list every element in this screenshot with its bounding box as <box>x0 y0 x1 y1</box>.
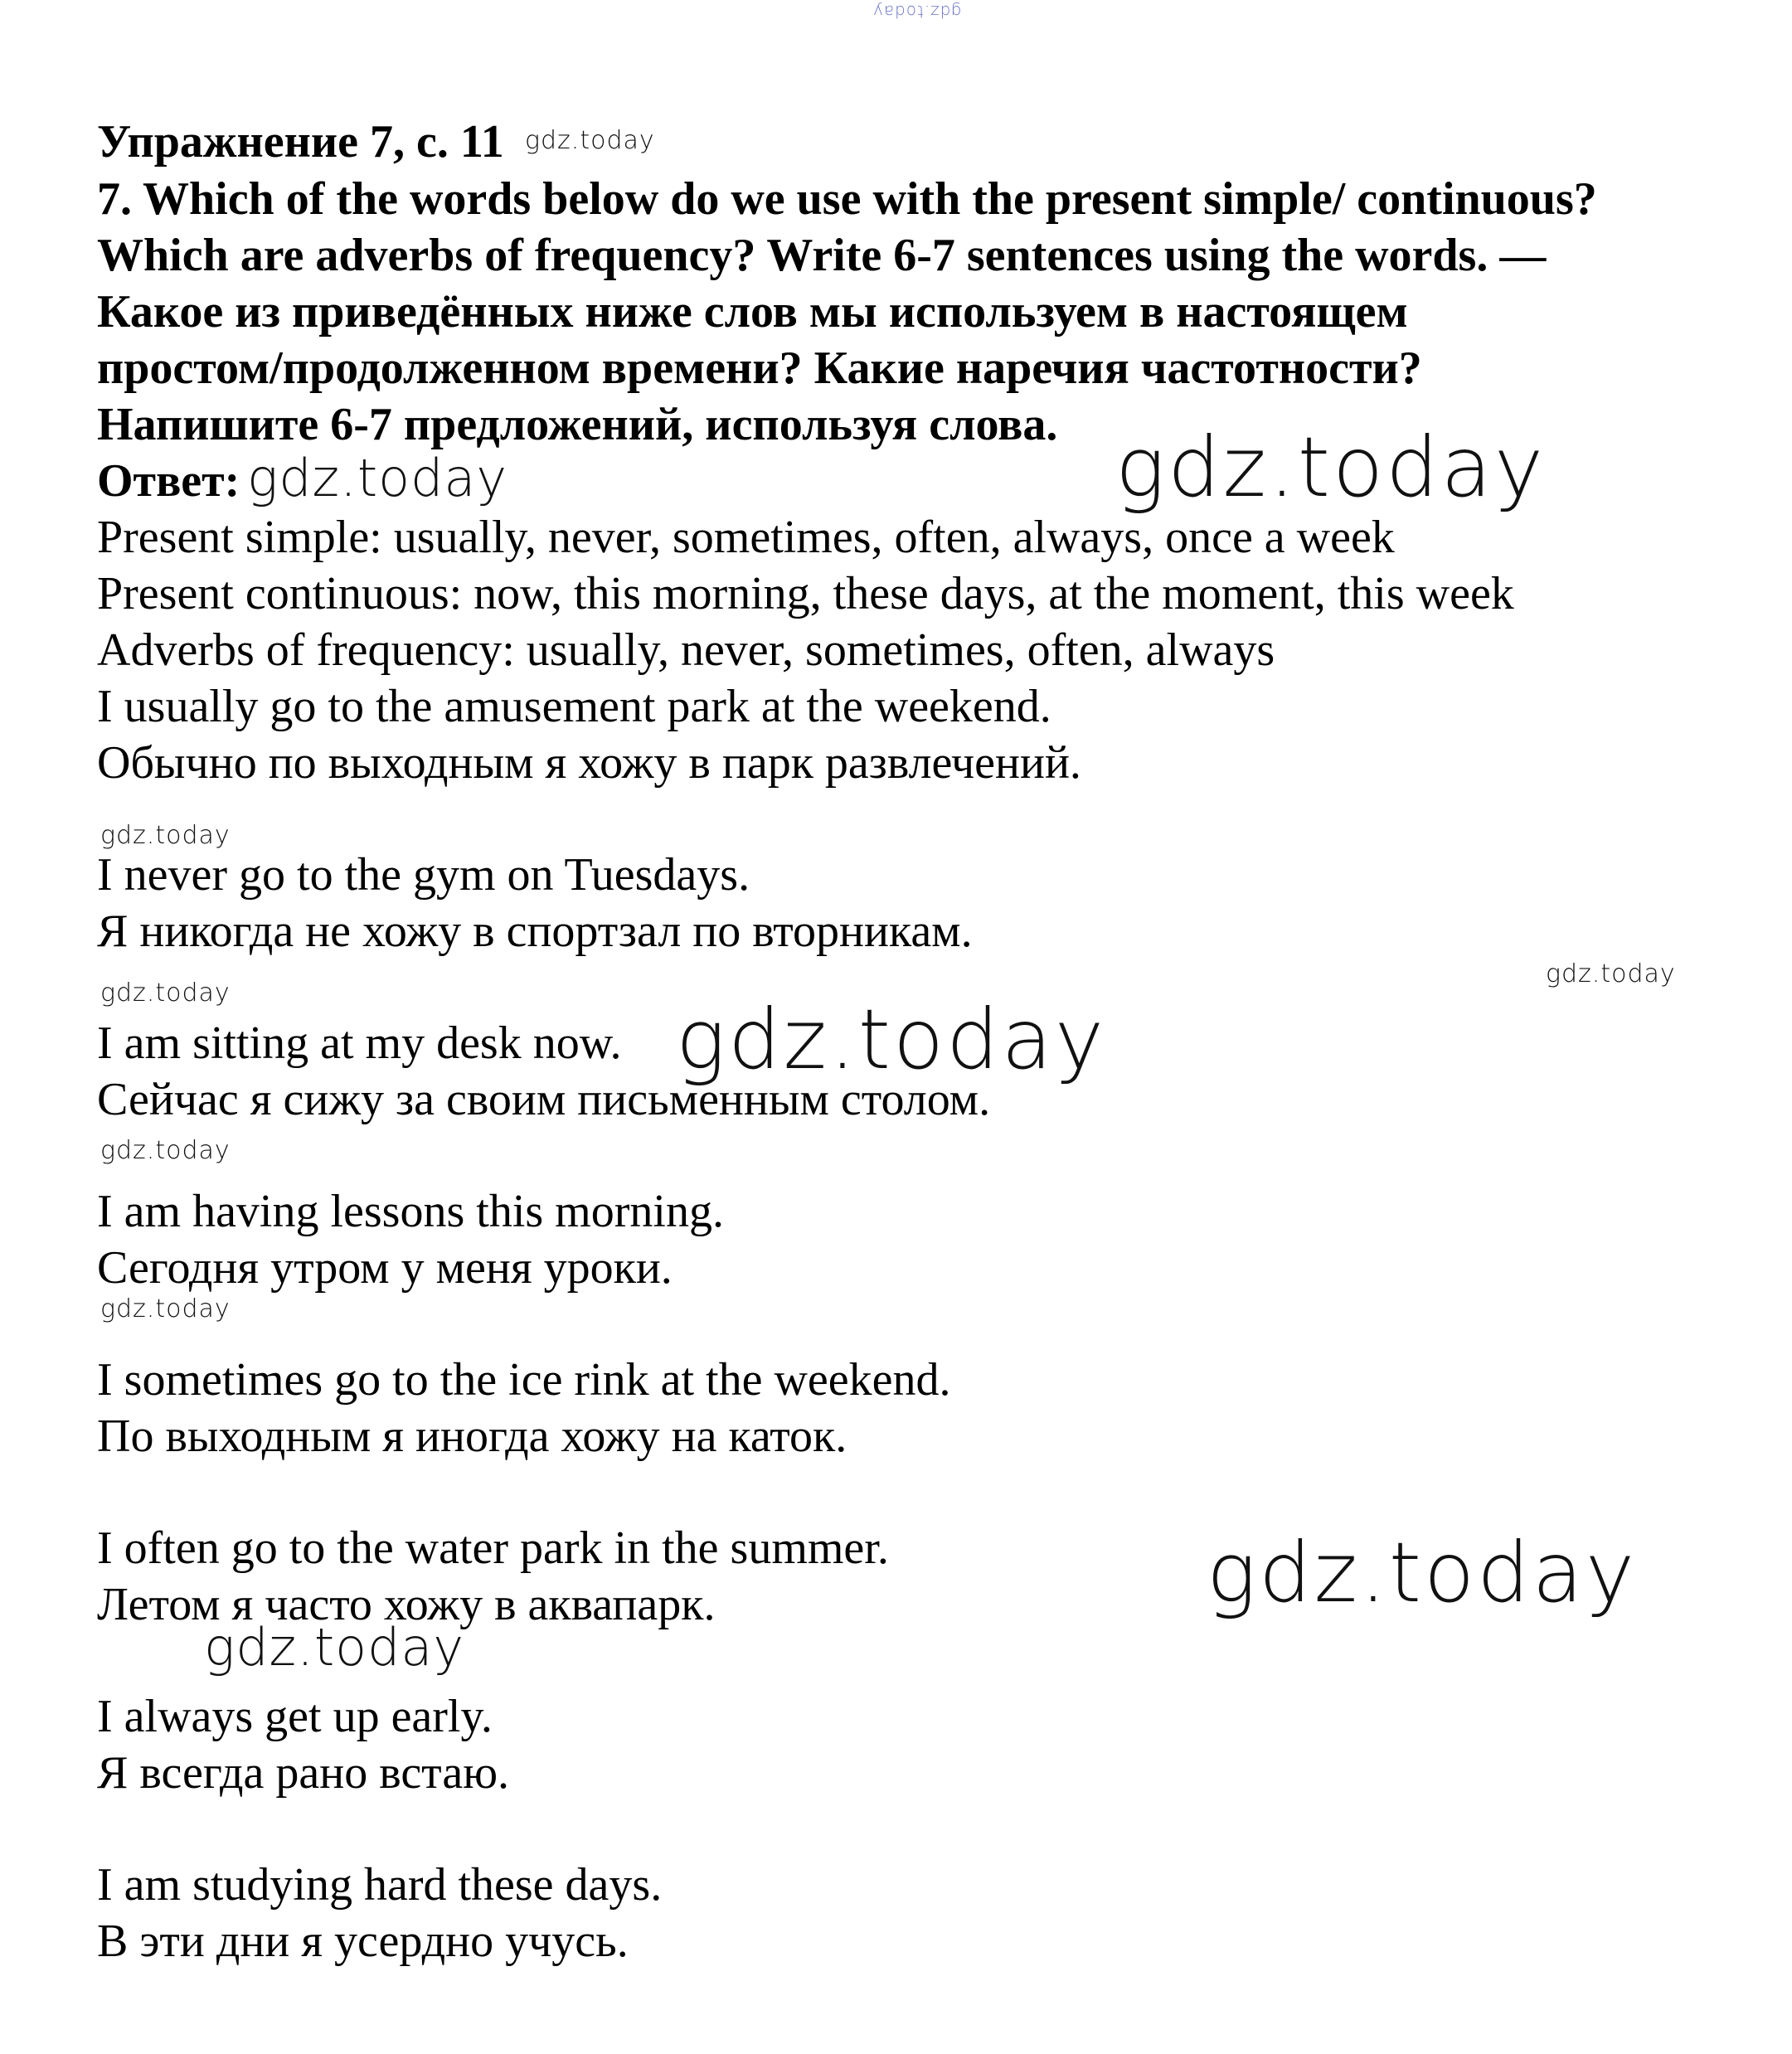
watermark-small-3: gdz.today <box>100 1136 231 1165</box>
sentence-7-en: I always get up early. <box>97 1691 493 1742</box>
sentence-7-ru: Я всегда рано встаю. <box>97 1747 510 1799</box>
sentence-8-ru: В эти дни я усердно учусь. <box>97 1916 629 1967</box>
watermark-heading: gdz.today <box>525 126 655 155</box>
watermark-large-2: gdz.today <box>676 991 1107 1088</box>
watermark-large-3: gdz.today <box>1207 1524 1638 1621</box>
answer-label: Ответ: <box>97 455 240 507</box>
task-line-5: Напишите 6-7 предложений, используя слова. <box>97 399 1058 450</box>
watermark-answer: gdz.today <box>247 448 508 508</box>
task-line-3: Какое из приведённых ниже слов мы используем в настоящем <box>97 286 1408 337</box>
watermark-small-2: gdz.today <box>100 978 231 1008</box>
sentence-1-ru: Обычно по выходным я хожу в парк развлечений. <box>97 737 1081 789</box>
sentence-5-en: I sometimes go to the ice rink at the weekend. <box>97 1354 951 1406</box>
sentence-6-en: I often go to the water park in the summer. <box>97 1522 889 1574</box>
sentence-8-en: I am studying hard these days. <box>97 1859 663 1911</box>
task-line-4: простом/продолженном времени? Какие наречия частотности? <box>97 342 1422 394</box>
exercise-heading: Упражнение 7, с. 11 <box>97 116 504 168</box>
category-present-continuous: Present continuous: now, this morning, these days, at the moment, this week <box>97 568 1514 619</box>
watermark-small-right: gdz.today <box>1546 959 1676 988</box>
sentence-5-ru: По выходным я иногда хожу на каток. <box>97 1411 847 1462</box>
category-present-simple: Present simple: usually, never, sometimes, often, always, once a week <box>97 512 1395 563</box>
sentence-2-en: I never go to the gym on Tuesdays. <box>97 849 750 901</box>
sentence-4-en: I am having lessons this morning. <box>97 1186 724 1237</box>
category-adverbs-frequency: Adverbs of frequency: usually, never, sometimes, often, always <box>97 624 1275 676</box>
sentence-6-ru: Летом я часто хожу в аквапарк. <box>97 1579 716 1630</box>
watermark-small-1: gdz.today <box>100 821 231 850</box>
sentence-3-ru: Сейчас я сижу за своим письменным столом. <box>97 1074 991 1125</box>
watermark-large-1: gdz.today <box>1115 419 1547 516</box>
watermark-top: gdz.today <box>872 2 962 22</box>
sentence-2-ru: Я никогда не хожу в спортзал по вторникам. <box>97 906 973 957</box>
watermark-small-4: gdz.today <box>100 1294 231 1323</box>
sentence-4-ru: Сегодня утром у меня уроки. <box>97 1242 673 1294</box>
sentence-1-en: I usually go to the amusement park at the weekend. <box>97 681 1051 732</box>
watermark-medium-2: gdz.today <box>204 1617 465 1678</box>
task-line-1: 7. Which of the words below do we use with the present simple/ continuous? <box>97 173 1597 225</box>
sentence-3-en: I am sitting at my desk now. <box>97 1017 622 1069</box>
task-line-2: Which are adverbs of frequency? Write 6-7 sentences using the words. — <box>97 230 1547 281</box>
